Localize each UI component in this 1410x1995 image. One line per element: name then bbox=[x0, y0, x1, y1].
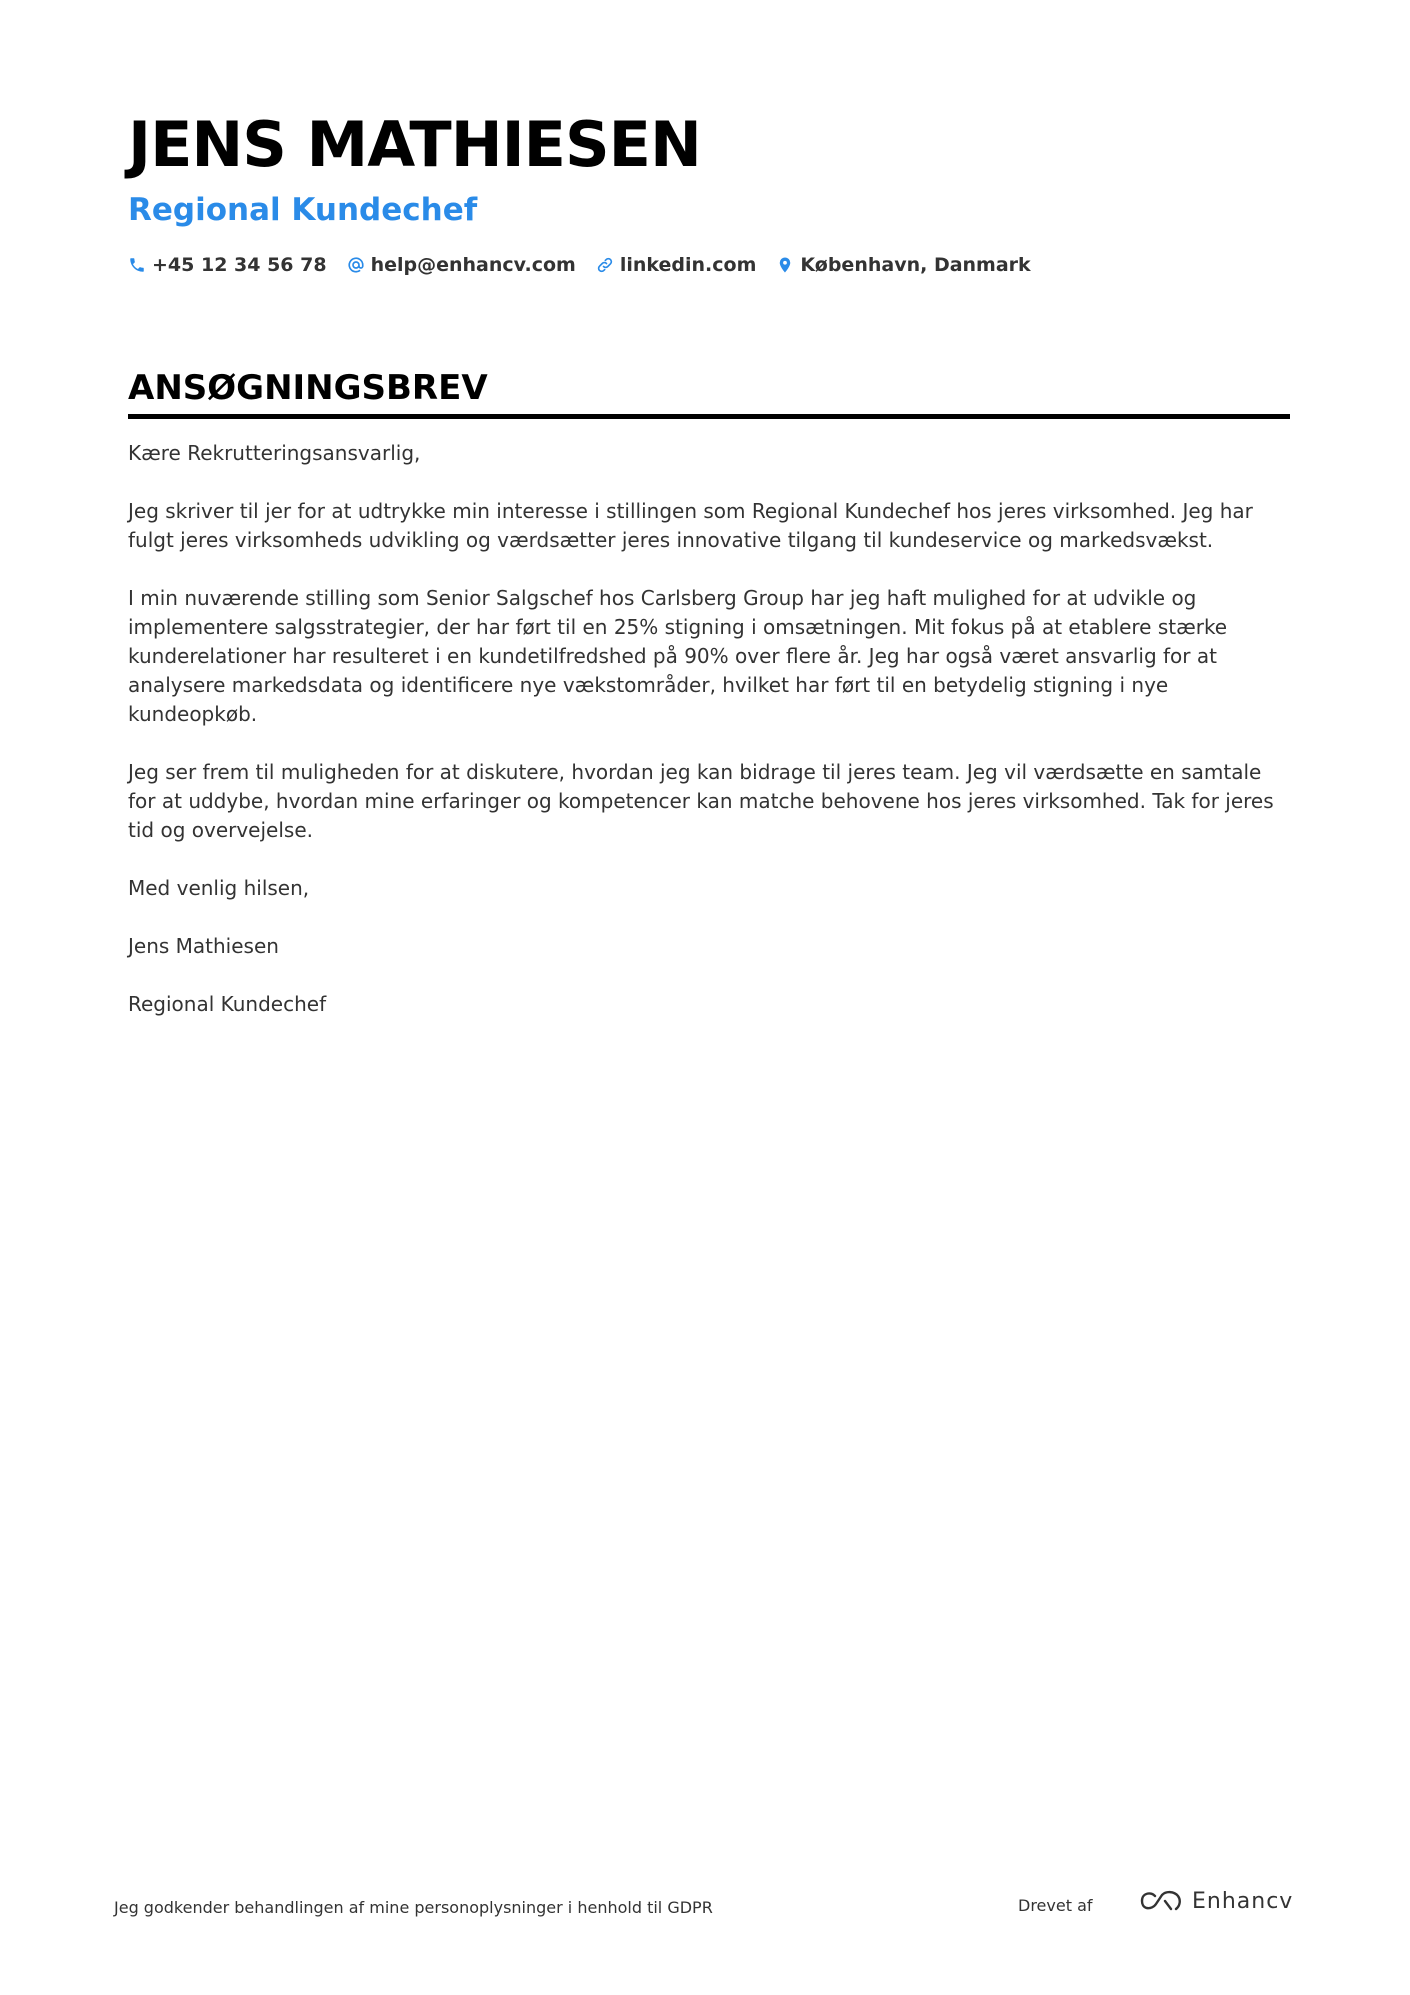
letter-paragraph: Jeg skriver til jer for at udtrykke min interesse i stillingen som Regional Kundechef hos jeres virksomhed. Jeg har fulgt jeres virksomheds udvikling og værdsætter jeres innovative tilgang til kundeservice og markedsvækst. bbox=[128, 499, 1253, 552]
cover-letter-section bbox=[128, 366, 1290, 1048]
contact-phone-text: +45 12 34 56 78 bbox=[152, 254, 327, 276]
contact-linkedin-text[interactable]: linkedin.com bbox=[619, 254, 757, 276]
contact-email-text[interactable]: help@enhancv.com bbox=[370, 254, 576, 276]
powered-by-label: Drevet af bbox=[1018, 1896, 1093, 1915]
candidate-role: Regional Kundechef bbox=[128, 192, 478, 228]
section-title: ANSØGNINGSBREV bbox=[128, 366, 1290, 419]
contact-location bbox=[776, 254, 1030, 276]
signature-name: Jens Mathiesen bbox=[128, 934, 279, 958]
gdpr-consent: Jeg godkender behandlingen af mine personoplysninger i henhold til GDPR bbox=[114, 1898, 713, 1917]
phone-icon bbox=[128, 256, 146, 274]
letter-paragraph: I min nuværende stilling som Senior Salgschef hos Carlsberg Group har jeg haft mulighed for at udvikle og implementere salgsstrategier, der har ført til en 25% stigning i omsætningen. Mit fokus på at etablere stærke kunderelationer har resulteret i en kundetilfredshed på 90% over flere år. Jeg har også været ansvarlig for at analysere markedsdata og identificere nye vækstområder, hvilket har ført til en betydelig stigning i nye kundeopkøb. bbox=[128, 586, 1228, 726]
letter-greeting: Kære Rekrutteringsansvarlig, bbox=[128, 441, 421, 465]
letter-paragraph: Jeg ser frem til muligheden for at diskutere, hvordan jeg kan bidrage til jeres team. Jeg vil værdsætte en samtale for at uddybe, hvordan mine erfaringer og kompetencer kan matche behovene hos jeres virksomhed. Tak for jeres tid og overvejelse. bbox=[128, 760, 1274, 842]
header bbox=[128, 108, 1288, 276]
contact-phone bbox=[128, 254, 327, 276]
enhancv-logo-icon bbox=[1138, 1888, 1184, 1914]
contact-bar bbox=[128, 254, 1288, 276]
brand-link[interactable] bbox=[1138, 1888, 1293, 1914]
at-icon bbox=[347, 256, 365, 274]
brand-name[interactable]: Enhancv bbox=[1192, 1888, 1294, 1914]
letter-body bbox=[128, 439, 1290, 1019]
candidate-name: JENS MATHIESEN bbox=[128, 108, 701, 181]
contact-email[interactable] bbox=[347, 254, 576, 276]
footer bbox=[114, 1888, 1294, 1928]
signature-title: Regional Kundechef bbox=[128, 992, 327, 1016]
contact-location-text: København, Danmark bbox=[800, 254, 1031, 276]
location-pin-icon bbox=[776, 256, 794, 274]
link-icon bbox=[596, 256, 614, 274]
letter-closing: Med venlig hilsen, bbox=[128, 876, 310, 900]
contact-linkedin[interactable] bbox=[596, 254, 757, 276]
